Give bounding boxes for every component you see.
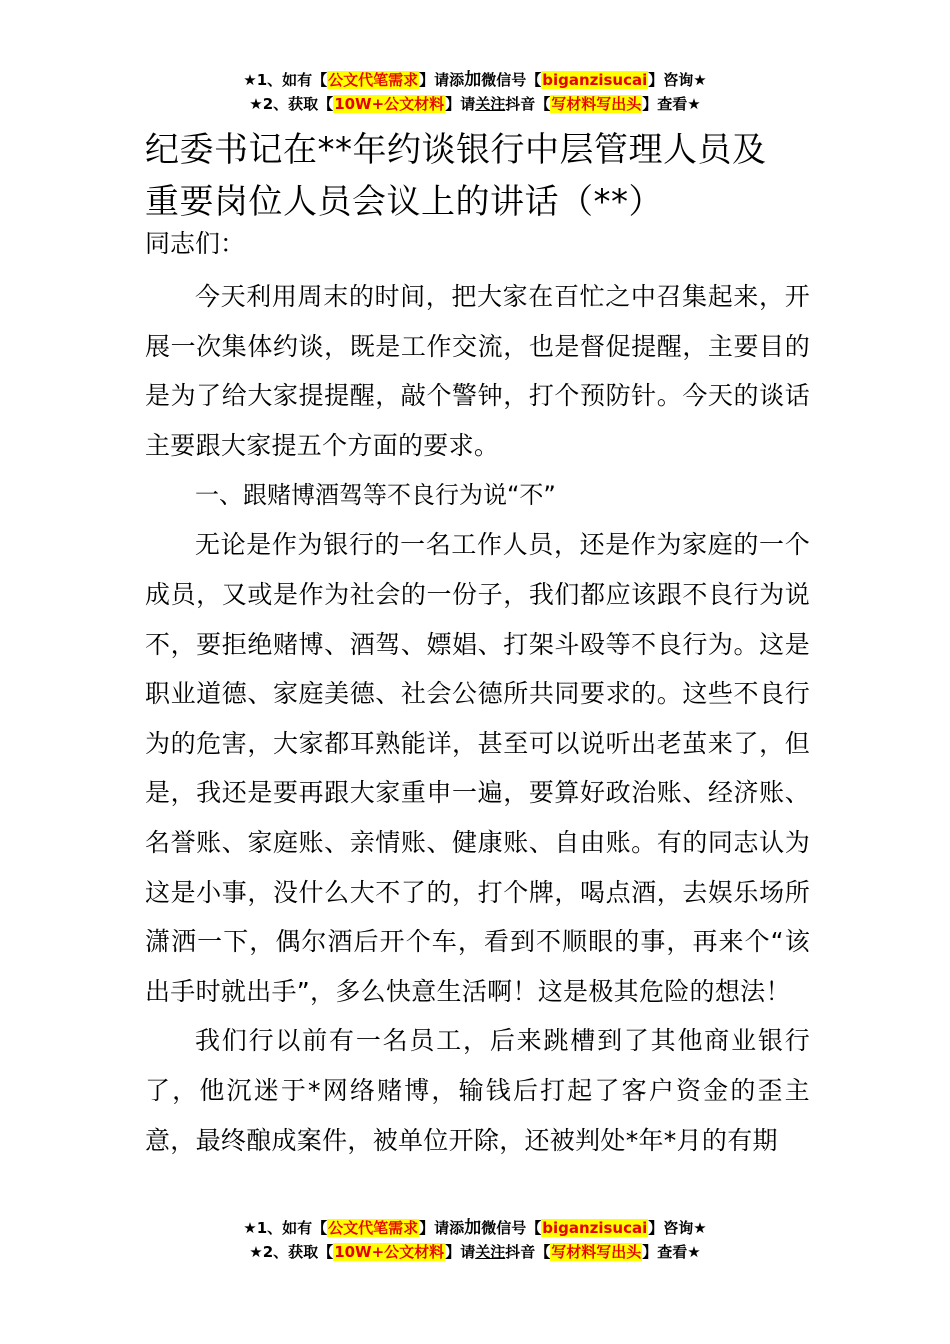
paragraph-section-1: 无论是作为银行的一名工作人员，还是作为家庭的一个成员，又或是作为社会的一份子，我们都应该跟不良行为说不，要拒绝赌博、酒驾、嫖娼、打架斗殴等不良行为。这是职业道德、家庭美德、社会公德所共同要求的。这些不良行为的危害，大家都耳熟能详，甚至可以说听出老茧来了，但是，我还是要再跟大家重申一遍，要算好政治账、经济账、名誉账、家庭账、亲情账、健康账、自由账。有的同志认为这是小事，没什么大不了的，打个牌，喝点酒，去娱乐场所潇洒一下，偶尔酒后开个车，看到不顺眼的事，再来个“该出手时就出手”，多么快意生活啊！这是极其危险的想法！ <box>145 530 810 1006</box>
banner-text: ★1、如有【 <box>243 71 328 89</box>
banner-highlight: 10W+公文材料 <box>334 1243 445 1261</box>
banner-line-2 <box>0 92 950 116</box>
banner-text: 】请 <box>445 95 476 113</box>
banner-highlight: 公文代笔需求 <box>328 1219 419 1237</box>
banner-highlight: 10W+公文材料 <box>334 95 445 113</box>
banner-text: ★1、如有【 <box>243 1219 328 1237</box>
banner-text: 】查看★ <box>642 95 701 113</box>
banner-line-2 <box>0 1240 950 1264</box>
footer-banner <box>0 1216 950 1264</box>
title-line-2: 重要岗位人员会议上的讲话（**） <box>145 182 663 222</box>
banner-text: 加 <box>464 70 482 90</box>
title-line-1: 纪委书记在**年约谈银行中层管理人员及 <box>145 130 767 170</box>
banner-text: 】咨询★ <box>648 71 707 89</box>
salutation: 同志们： <box>145 229 246 258</box>
banner-text: 微信号【 <box>481 71 542 89</box>
banner-text: 】查看★ <box>642 1243 701 1261</box>
banner-highlight: biganzisucai <box>542 71 648 89</box>
paragraph-example: 我们行以前有一名员工，后来跳槽到了其他商业银行了，他沉迷于*网络赌博，输钱后打起了客户资金的歪主意，最终酿成案件，被单位开除，还被判处*年*月的有期 <box>145 1026 810 1155</box>
banner-text: 】请 <box>445 1243 476 1261</box>
banner-highlight: 写材料写出头 <box>551 1243 642 1261</box>
banner-line-1 <box>0 1216 950 1240</box>
banner-text: 】请添 <box>419 71 465 89</box>
banner-text: 加 <box>464 1218 482 1238</box>
banner-text: 】咨询★ <box>648 1219 707 1237</box>
section-heading-1: 一、跟赌博酒驾等不良行为说“不” <box>195 481 556 510</box>
document-body <box>145 272 810 1165</box>
banner-text: ★2、获取【 <box>249 95 334 113</box>
banner-text: 关注 <box>475 95 506 113</box>
banner-text: 抖音【 <box>505 95 551 113</box>
banner-highlight: 写材料写出头 <box>551 95 642 113</box>
paragraph-intro: 今天利用周末的时间，把大家在百忙之中召集起来，开展一次集体约谈，既是工作交流，也是督促提醒，主要目的是为了给大家提提醒，敲个警钟，打个预防针。今天的谈话主要跟大家提五个方面的要求。 <box>145 282 810 460</box>
header-banner <box>0 68 950 116</box>
banner-text: 微信号【 <box>481 1219 542 1237</box>
banner-highlight: 公文代笔需求 <box>328 71 419 89</box>
banner-text: 关注 <box>475 1243 506 1261</box>
banner-line-1 <box>0 68 950 92</box>
banner-text: 】请添 <box>419 1219 465 1237</box>
banner-highlight: biganzisucai <box>542 1219 648 1237</box>
banner-text: 抖音【 <box>505 1243 551 1261</box>
banner-text: ★2、获取【 <box>249 1243 334 1261</box>
document-title <box>145 124 815 228</box>
